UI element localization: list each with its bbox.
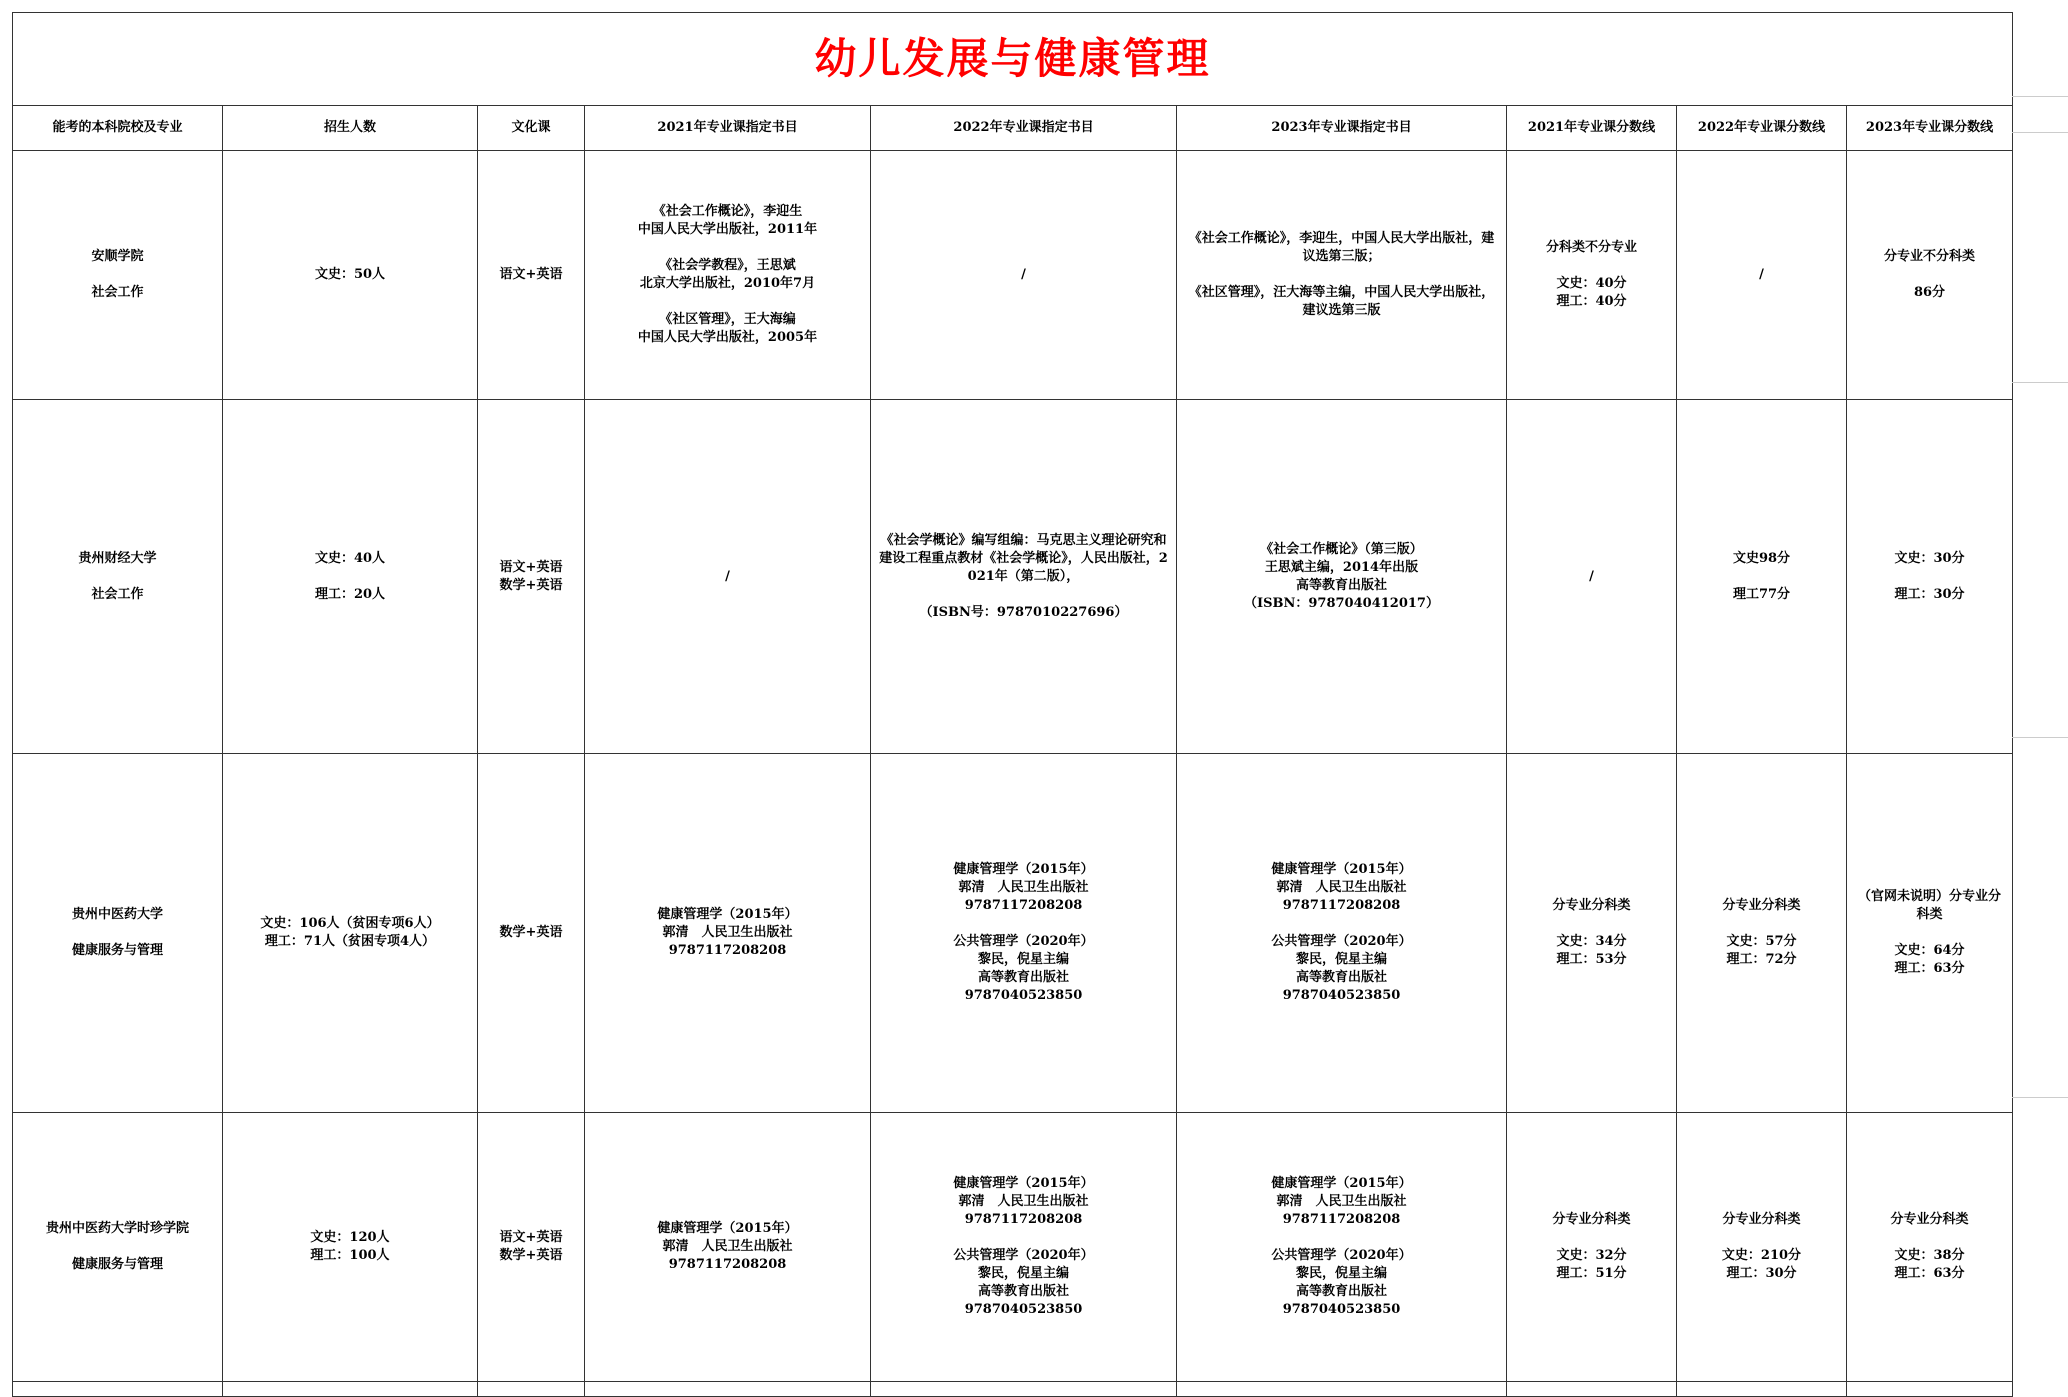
header-row <box>13 106 2013 151</box>
gridline <box>2012 737 2068 738</box>
header-cell: 2023年专业课指定书目 <box>1177 106 1507 151</box>
school-cell: 贵州中医药大学时珍学院 健康服务与管理 <box>13 1113 223 1382</box>
school-cell: 贵州财经大学 社会工作 <box>13 400 223 754</box>
culture-cell: 数学+英语 <box>478 754 585 1113</box>
books-2022-cell: / <box>871 151 1177 400</box>
enroll-cell: 文史：40人 理工：20人 <box>223 400 478 754</box>
header-cell: 能考的本科院校及专业 <box>13 106 223 151</box>
culture-cell: 语文+英语 <box>478 151 585 400</box>
spreadsheet <box>12 12 2012 1397</box>
school-cell: 安顺学院 社会工作 <box>13 151 223 400</box>
books-2022-cell: 《社会学概论》编写组编：马克思主义理论研究和建设工程重点教材《社会学概论》，人民出版社，2021年（第二版）， （ISBN号：9787010227696） <box>871 400 1177 754</box>
header-cell: 2023年专业课分数线 <box>1847 106 2013 151</box>
grid-margin <box>2012 12 2068 1396</box>
enroll-cell: 文史：120人 理工：100人 <box>223 1113 478 1382</box>
score-2022-cell: 分专业分科类 文史：57分 理工：72分 <box>1677 754 1847 1113</box>
table-row <box>13 754 2013 1113</box>
score-2023-cell: （官网未说明）分专业分科类 文史：64分 理工：63分 <box>1847 754 2013 1113</box>
score-2022-cell: 文史98分 理工77分 <box>1677 400 1847 754</box>
header-cell: 文化课 <box>478 106 585 151</box>
table-row <box>13 1113 2013 1382</box>
books-2021-cell: / <box>585 400 871 754</box>
gridline <box>2012 96 2068 97</box>
score-2023-cell: 分专业不分科类 86分 <box>1847 151 2013 400</box>
page-title: 幼儿发展与健康管理 <box>13 13 2013 106</box>
enroll-cell: 文史：50人 <box>223 151 478 400</box>
header-cell: 招生人数 <box>223 106 478 151</box>
score-2021-cell: / <box>1507 400 1677 754</box>
header-cell: 2021年专业课分数线 <box>1507 106 1677 151</box>
score-2023-cell: 文史：30分 理工：30分 <box>1847 400 2013 754</box>
header-cell: 2022年专业课指定书目 <box>871 106 1177 151</box>
enroll-cell: 文史：106人（贫困专项6人） 理工：71人（贫困专项4人） <box>223 754 478 1113</box>
books-2023-cell: 《社会工作概论》，李迎生，中国人民大学出版社，建议选第三版； 《社区管理》，汪大海等主编，中国人民大学出版社，建议选第三版 <box>1177 151 1507 400</box>
score-2023-cell: 分专业分科类 文史：38分 理工：63分 <box>1847 1113 2013 1382</box>
books-2021-cell: 《社会工作概论》，李迎生 中国人民大学出版社，2011年 《社会学教程》，王思斌 北京大学出版社，2010年7月 《社区管理》，王大海编 中国人民大学出版社，2005年 <box>585 151 871 400</box>
header-cell: 2022年专业课分数线 <box>1677 106 1847 151</box>
gridline <box>2012 382 2068 383</box>
header-cell: 2021年专业课指定书目 <box>585 106 871 151</box>
books-2021-cell: 健康管理学（2015年） 郭清 人民卫生出版社 9787117208208 <box>585 754 871 1113</box>
culture-cell: 语文+英语 数学+英语 <box>478 400 585 754</box>
books-2021-cell: 健康管理学（2015年） 郭清 人民卫生出版社 9787117208208 <box>585 1113 871 1382</box>
books-2022-cell: 健康管理学（2015年） 郭清 人民卫生出版社 9787117208208 公共管理学（2020年） 黎民，倪星主编 高等教育出版社 9787040523850 <box>871 1113 1177 1382</box>
score-2021-cell: 分专业分科类 文史：34分 理工：53分 <box>1507 754 1677 1113</box>
school-cell: 贵州中医药大学 健康服务与管理 <box>13 754 223 1113</box>
table-row <box>13 400 2013 754</box>
gridline <box>2012 1097 2068 1098</box>
score-2022-cell: / <box>1677 151 1847 400</box>
culture-cell: 语文+英语 数学+英语 <box>478 1113 585 1382</box>
score-2021-cell: 分科类不分专业 文史：40分 理工：40分 <box>1507 151 1677 400</box>
score-2022-cell: 分专业分科类 文史：210分 理工：30分 <box>1677 1113 1847 1382</box>
admission-table <box>12 12 2013 1397</box>
gridline <box>2012 132 2068 133</box>
books-2023-cell: 健康管理学（2015年） 郭清 人民卫生出版社 9787117208208 公共管理学（2020年） 黎民，倪星主编 高等教育出版社 9787040523850 <box>1177 1113 1507 1382</box>
score-2021-cell: 分专业分科类 文史：32分 理工：51分 <box>1507 1113 1677 1382</box>
books-2022-cell: 健康管理学（2015年） 郭清 人民卫生出版社 9787117208208 公共管理学（2020年） 黎民，倪星主编 高等教育出版社 9787040523850 <box>871 754 1177 1113</box>
books-2023-cell: 健康管理学（2015年） 郭清 人民卫生出版社 9787117208208 公共管理学（2020年） 黎民，倪星主编 高等教育出版社 9787040523850 <box>1177 754 1507 1113</box>
books-2023-cell: 《社会工作概论》（第三版） 王思斌主编，2014年出版 高等教育出版社 （ISBN：9787040412017） <box>1177 400 1507 754</box>
table-row <box>13 151 2013 400</box>
